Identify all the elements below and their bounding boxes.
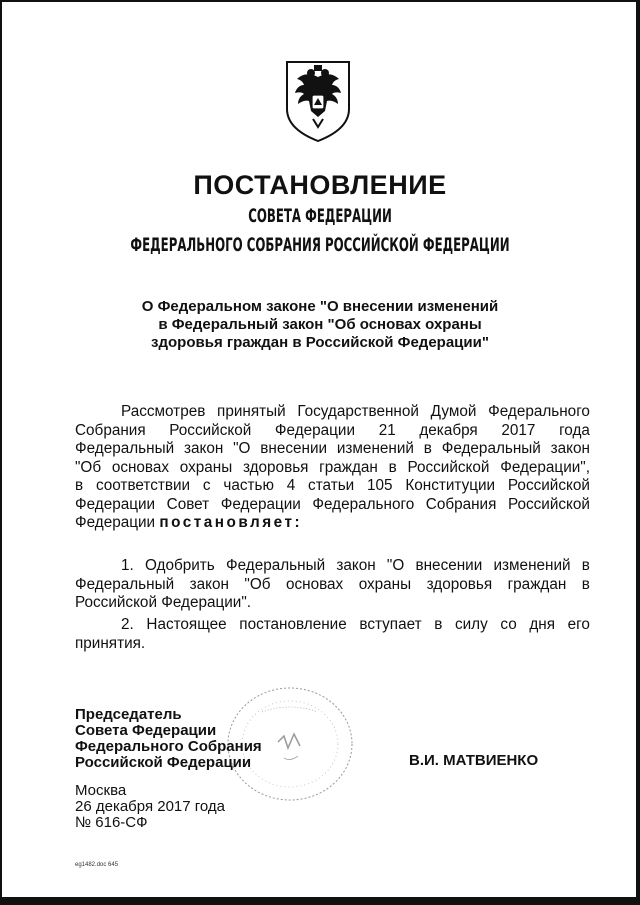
resolves-word: постановляет: [159, 514, 303, 531]
subject-line: здоровья граждан в Российской Федерации" [151, 334, 489, 351]
paragraph-line: Собрания Российской Федерации 21 декабря 2017 года [75, 421, 590, 439]
date: 26 декабря 2017 года [75, 798, 226, 815]
paragraph-line: принятия. [75, 634, 146, 652]
paragraph-line: Федеральный закон "О внесении изменений в Федеральный закон [75, 440, 590, 457]
paragraph-line: Федеральный закон "Об основах охраны здоровья граждан в [75, 575, 590, 593]
paragraph-line: 1. Одобрить Федеральный закон "О внесении изменений в [121, 557, 590, 574]
place: Москва [75, 782, 127, 799]
coat-of-arms-icon [283, 59, 353, 143]
page-border-top [0, 0, 640, 2]
signer-title-line: Председатель [75, 706, 182, 723]
document-number: № 616-СФ [75, 814, 148, 831]
paragraph-line: "Об основах охраны здоровья граждан в Российской Федерации", [75, 458, 590, 476]
paragraph-line: Рассмотрев принятый Государственной Думой Федерального [121, 403, 590, 420]
paragraph-item-1 [75, 557, 590, 613]
paragraph-item-2 [75, 616, 590, 653]
paragraph-consideration [75, 403, 590, 533]
signer-title-line: Российской Федерации [75, 754, 252, 771]
page-border-left [0, 0, 2, 905]
subject-line: в Федеральный закон "Об основах охраны [158, 316, 482, 333]
paragraph-line-prefix: Федерации [75, 514, 156, 531]
signer-title [75, 707, 262, 771]
subject-line: О Федеральном законе "О внесении изменений [141, 298, 499, 315]
document-subtitle-line1: СОВЕТА ФЕДЕРАЦИИ [248, 205, 392, 227]
paragraph-line [75, 514, 590, 533]
place-date-number [75, 783, 225, 831]
document-title: ПОСТАНОВЛЕНИЕ [193, 170, 447, 200]
paragraph-line: 2. Настоящее постановление вступает в силу со дня его [121, 616, 590, 633]
page-border-right [636, 0, 640, 905]
paragraph-line: Федерации Совет Федерации Федерального Собрания Российской [75, 495, 590, 513]
document-subject [0, 298, 640, 352]
paragraph-line: Российской Федерации". [75, 594, 252, 611]
file-footnote: eg1482.doc 645 [75, 862, 119, 868]
signer-title-line: Федерального Собрания [75, 738, 262, 755]
document-subtitle-line2: ФЕДЕРАЛЬНОГО СОБРАНИЯ РОССИЙСКОЙ ФЕДЕРАЦИИ [130, 234, 510, 256]
page-border-bottom [0, 897, 640, 905]
signer-name: В.И. МАТВИЕНКО [409, 752, 539, 769]
signer-title-line: Совета Федерации [75, 722, 217, 739]
paragraph-line: в соответствии с частью 4 статьи 105 Конституции Российской [75, 477, 590, 494]
